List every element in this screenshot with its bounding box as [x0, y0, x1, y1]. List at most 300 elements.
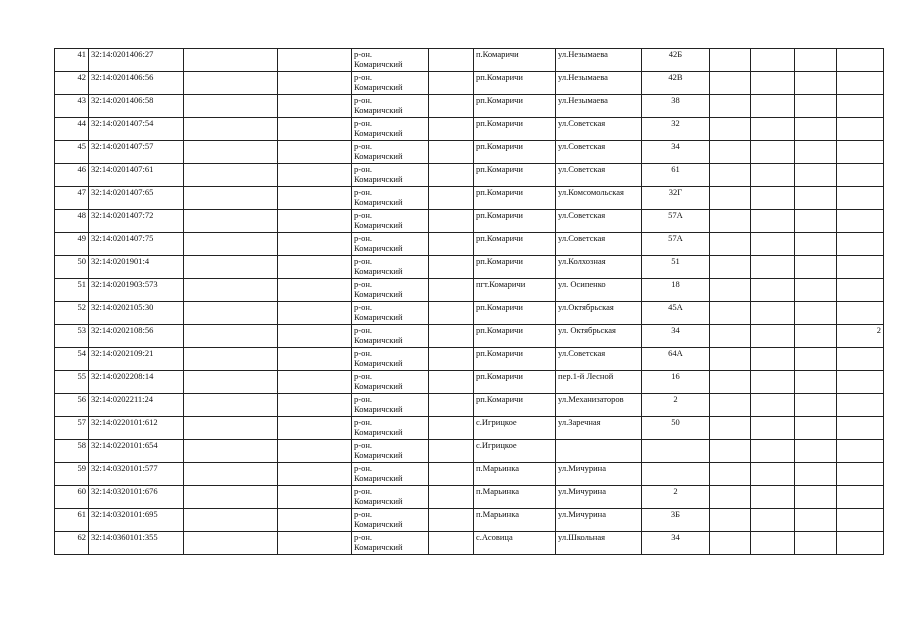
- table-row: [55, 95, 884, 118]
- extra-value-cell: [837, 141, 884, 164]
- empty-cell: [429, 95, 474, 118]
- district-name: Комаричский: [354, 59, 403, 69]
- empty-cell: [795, 256, 837, 279]
- district-prefix: р-он.: [354, 348, 373, 358]
- district-name: Комаричский: [354, 266, 403, 276]
- district-prefix: р-он.: [354, 417, 373, 427]
- empty-cell: [710, 49, 751, 72]
- district-prefix: р-он.: [354, 187, 373, 197]
- district-cell: [352, 348, 429, 371]
- district-name: Комаричский: [354, 542, 403, 552]
- empty-cell: [710, 302, 751, 325]
- empty-cell: [751, 302, 795, 325]
- empty-cell: [278, 72, 352, 95]
- empty-cell: [184, 49, 278, 72]
- street-cell: ул.Советская: [556, 233, 642, 256]
- extra-value-cell: [837, 164, 884, 187]
- street-cell: ул.Мичурина: [556, 509, 642, 532]
- locality-cell: рп.Комаричи: [474, 256, 556, 279]
- empty-cell: [429, 486, 474, 509]
- empty-cell: [278, 348, 352, 371]
- cadastral-number: 32:14:0201903:573: [89, 279, 184, 302]
- empty-cell: [710, 348, 751, 371]
- house-number-cell: 45А: [642, 302, 710, 325]
- empty-cell: [795, 72, 837, 95]
- locality-cell: рп.Комаричи: [474, 302, 556, 325]
- empty-cell: [429, 325, 474, 348]
- empty-cell: [429, 256, 474, 279]
- table-row: [55, 49, 884, 72]
- empty-cell: [795, 302, 837, 325]
- empty-cell: [795, 187, 837, 210]
- cadastral-number: 32:14:0202211:24: [89, 394, 184, 417]
- table-row: [55, 486, 884, 509]
- district-prefix: р-он.: [354, 49, 373, 59]
- street-cell: ул.Незымаева: [556, 95, 642, 118]
- cadastral-number: 32:14:0220101:654: [89, 440, 184, 463]
- district-prefix: р-он.: [354, 279, 373, 289]
- district-prefix: р-он.: [354, 233, 373, 243]
- district-name: Комаричский: [354, 335, 403, 345]
- extra-value-cell: [837, 279, 884, 302]
- locality-cell: рп.Комаричи: [474, 210, 556, 233]
- district-cell: [352, 532, 429, 555]
- street-cell: ул.Незымаева: [556, 49, 642, 72]
- table-row: [55, 233, 884, 256]
- extra-value-cell: [837, 95, 884, 118]
- house-number-cell: 42Б: [642, 49, 710, 72]
- district-prefix: р-он.: [354, 141, 373, 151]
- district-prefix: р-он.: [354, 302, 373, 312]
- empty-cell: [710, 486, 751, 509]
- empty-cell: [429, 72, 474, 95]
- district-name: Комаричский: [354, 404, 403, 414]
- empty-cell: [184, 394, 278, 417]
- empty-cell: [710, 72, 751, 95]
- empty-cell: [278, 394, 352, 417]
- house-number-cell: 50: [642, 417, 710, 440]
- empty-cell: [184, 118, 278, 141]
- cadastral-number: 32:14:0201407:54: [89, 118, 184, 141]
- empty-cell: [429, 417, 474, 440]
- empty-cell: [710, 210, 751, 233]
- empty-cell: [184, 371, 278, 394]
- table-row: [55, 118, 884, 141]
- row-number: 54: [55, 348, 89, 371]
- district-prefix: р-он.: [354, 210, 373, 220]
- street-cell: ул.Мичурина: [556, 486, 642, 509]
- table-row: [55, 417, 884, 440]
- empty-cell: [795, 440, 837, 463]
- empty-cell: [184, 95, 278, 118]
- house-number-cell: 16: [642, 371, 710, 394]
- empty-cell: [751, 141, 795, 164]
- district-cell: [352, 233, 429, 256]
- empty-cell: [184, 187, 278, 210]
- district-prefix: р-он.: [354, 532, 373, 542]
- empty-cell: [751, 164, 795, 187]
- empty-cell: [278, 233, 352, 256]
- empty-cell: [795, 118, 837, 141]
- empty-cell: [751, 118, 795, 141]
- empty-cell: [751, 440, 795, 463]
- row-number: 41: [55, 49, 89, 72]
- district-cell: [352, 440, 429, 463]
- registry-table-body: [55, 49, 884, 555]
- row-number: 43: [55, 95, 89, 118]
- house-number-cell: 51: [642, 256, 710, 279]
- house-number-cell: 2: [642, 394, 710, 417]
- row-number: 50: [55, 256, 89, 279]
- locality-cell: рп.Комаричи: [474, 233, 556, 256]
- empty-cell: [710, 279, 751, 302]
- row-number: 60: [55, 486, 89, 509]
- empty-cell: [795, 348, 837, 371]
- empty-cell: [278, 532, 352, 555]
- empty-cell: [184, 417, 278, 440]
- empty-cell: [429, 164, 474, 187]
- empty-cell: [795, 233, 837, 256]
- house-number-cell: 32Г: [642, 187, 710, 210]
- empty-cell: [429, 210, 474, 233]
- district-name: Комаричский: [354, 105, 403, 115]
- cadastral-number: 32:14:0202109:21: [89, 348, 184, 371]
- cadastral-number: 32:14:0201407:61: [89, 164, 184, 187]
- cadastral-number: 32:14:0320101:695: [89, 509, 184, 532]
- empty-cell: [429, 187, 474, 210]
- empty-cell: [184, 348, 278, 371]
- district-prefix: р-он.: [354, 164, 373, 174]
- empty-cell: [278, 463, 352, 486]
- row-number: 46: [55, 164, 89, 187]
- row-number: 58: [55, 440, 89, 463]
- street-cell: ул.Мичурина: [556, 463, 642, 486]
- empty-cell: [751, 95, 795, 118]
- cadastral-number: 32:14:0201406:58: [89, 95, 184, 118]
- house-number-cell: 64А: [642, 348, 710, 371]
- empty-cell: [710, 371, 751, 394]
- district-name: Комаричский: [354, 197, 403, 207]
- district-cell: [352, 302, 429, 325]
- row-number: 59: [55, 463, 89, 486]
- house-number-cell: [642, 440, 710, 463]
- table-row: [55, 440, 884, 463]
- street-cell: ул.Школьная: [556, 532, 642, 555]
- extra-value-cell: [837, 486, 884, 509]
- street-cell: ул.Колхозная: [556, 256, 642, 279]
- empty-cell: [751, 256, 795, 279]
- empty-cell: [751, 72, 795, 95]
- district-name: Комаричский: [354, 496, 403, 506]
- district-name: Комаричский: [354, 427, 403, 437]
- empty-cell: [710, 118, 751, 141]
- house-number-cell: [642, 463, 710, 486]
- district-cell: [352, 49, 429, 72]
- table-row: [55, 394, 884, 417]
- empty-cell: [429, 394, 474, 417]
- empty-cell: [795, 325, 837, 348]
- district-name: Комаричский: [354, 151, 403, 161]
- empty-cell: [184, 463, 278, 486]
- row-number: 57: [55, 417, 89, 440]
- empty-cell: [184, 72, 278, 95]
- empty-cell: [184, 233, 278, 256]
- table-row: [55, 141, 884, 164]
- district-prefix: р-он.: [354, 440, 373, 450]
- empty-cell: [429, 371, 474, 394]
- row-number: 62: [55, 532, 89, 555]
- district-cell: [352, 95, 429, 118]
- district-name: Комаричский: [354, 289, 403, 299]
- district-name: Комаричский: [354, 381, 403, 391]
- district-name: Комаричский: [354, 128, 403, 138]
- locality-cell: п.Марьинка: [474, 463, 556, 486]
- empty-cell: [795, 141, 837, 164]
- extra-value-cell: 2: [837, 325, 884, 348]
- empty-cell: [429, 463, 474, 486]
- district-prefix: р-он.: [354, 463, 373, 473]
- table-row: [55, 187, 884, 210]
- district-name: Комаричский: [354, 519, 403, 529]
- district-name: Комаричский: [354, 312, 403, 322]
- empty-cell: [751, 417, 795, 440]
- row-number: 48: [55, 210, 89, 233]
- empty-cell: [795, 417, 837, 440]
- district-cell: [352, 463, 429, 486]
- empty-cell: [795, 164, 837, 187]
- locality-cell: рп.Комаричи: [474, 371, 556, 394]
- empty-cell: [751, 325, 795, 348]
- row-number: 42: [55, 72, 89, 95]
- empty-cell: [710, 95, 751, 118]
- locality-cell: рп.Комаричи: [474, 348, 556, 371]
- empty-cell: [751, 49, 795, 72]
- house-number-cell: 3Б: [642, 509, 710, 532]
- cadastral-number: 32:14:0201406:27: [89, 49, 184, 72]
- empty-cell: [278, 187, 352, 210]
- empty-cell: [278, 440, 352, 463]
- empty-cell: [751, 532, 795, 555]
- empty-cell: [795, 463, 837, 486]
- empty-cell: [429, 141, 474, 164]
- empty-cell: [710, 463, 751, 486]
- district-name: Комаричский: [354, 243, 403, 253]
- empty-cell: [429, 348, 474, 371]
- locality-cell: пгт.Комаричи: [474, 279, 556, 302]
- empty-cell: [429, 233, 474, 256]
- house-number-cell: 38: [642, 95, 710, 118]
- empty-cell: [429, 302, 474, 325]
- district-cell: [352, 417, 429, 440]
- cadastral-number: 32:14:0201407:65: [89, 187, 184, 210]
- locality-cell: рп.Комаричи: [474, 118, 556, 141]
- extra-value-cell: [837, 532, 884, 555]
- district-prefix: р-он.: [354, 256, 373, 266]
- extra-value-cell: [837, 210, 884, 233]
- empty-cell: [751, 394, 795, 417]
- locality-cell: рп.Комаричи: [474, 141, 556, 164]
- district-prefix: р-он.: [354, 118, 373, 128]
- empty-cell: [795, 210, 837, 233]
- table-row: [55, 532, 884, 555]
- street-cell: ул.Советская: [556, 348, 642, 371]
- district-cell: [352, 141, 429, 164]
- cadastral-number: 32:14:0320101:577: [89, 463, 184, 486]
- street-cell: ул.Механизаторов: [556, 394, 642, 417]
- extra-value-cell: [837, 118, 884, 141]
- district-prefix: р-он.: [354, 394, 373, 404]
- house-number-cell: 57А: [642, 210, 710, 233]
- district-cell: [352, 256, 429, 279]
- district-cell: [352, 279, 429, 302]
- district-cell: [352, 187, 429, 210]
- table-row: [55, 325, 884, 348]
- table-row: [55, 509, 884, 532]
- empty-cell: [795, 486, 837, 509]
- empty-cell: [795, 532, 837, 555]
- house-number-cell: 2: [642, 486, 710, 509]
- empty-cell: [795, 279, 837, 302]
- table-row: [55, 210, 884, 233]
- district-prefix: р-он.: [354, 486, 373, 496]
- house-number-cell: 18: [642, 279, 710, 302]
- street-cell: ул.Советская: [556, 210, 642, 233]
- street-cell: ул.Советская: [556, 141, 642, 164]
- empty-cell: [710, 141, 751, 164]
- registry-table: [54, 48, 884, 555]
- district-prefix: р-он.: [354, 509, 373, 519]
- empty-cell: [184, 302, 278, 325]
- empty-cell: [278, 164, 352, 187]
- empty-cell: [751, 463, 795, 486]
- house-number-cell: 57А: [642, 233, 710, 256]
- empty-cell: [710, 417, 751, 440]
- row-number: 47: [55, 187, 89, 210]
- empty-cell: [710, 325, 751, 348]
- row-number: 56: [55, 394, 89, 417]
- empty-cell: [184, 440, 278, 463]
- extra-value-cell: [837, 256, 884, 279]
- district-name: Комаричский: [354, 473, 403, 483]
- locality-cell: рп.Комаричи: [474, 72, 556, 95]
- table-row: [55, 72, 884, 95]
- empty-cell: [710, 164, 751, 187]
- cadastral-number: 32:14:0360101:355: [89, 532, 184, 555]
- district-cell: [352, 394, 429, 417]
- locality-cell: п.Комаричи: [474, 49, 556, 72]
- cadastral-number: 32:14:0201407:75: [89, 233, 184, 256]
- district-prefix: р-он.: [354, 95, 373, 105]
- empty-cell: [278, 486, 352, 509]
- empty-cell: [795, 49, 837, 72]
- empty-cell: [751, 509, 795, 532]
- table-row: [55, 348, 884, 371]
- cadastral-number: 32:14:0201901:4: [89, 256, 184, 279]
- cadastral-number: 32:14:0201407:72: [89, 210, 184, 233]
- extra-value-cell: [837, 371, 884, 394]
- cadastral-number: 32:14:0320101:676: [89, 486, 184, 509]
- extra-value-cell: [837, 187, 884, 210]
- district-prefix: р-он.: [354, 72, 373, 82]
- empty-cell: [278, 417, 352, 440]
- street-cell: [556, 440, 642, 463]
- empty-cell: [278, 256, 352, 279]
- cadastral-number: 32:14:0220101:612: [89, 417, 184, 440]
- extra-value-cell: [837, 394, 884, 417]
- street-cell: ул.Советская: [556, 118, 642, 141]
- table-row: [55, 256, 884, 279]
- district-cell: [352, 118, 429, 141]
- empty-cell: [184, 210, 278, 233]
- district-cell: [352, 371, 429, 394]
- empty-cell: [184, 164, 278, 187]
- cadastral-number: 32:14:0202105:30: [89, 302, 184, 325]
- cadastral-number: 32:14:0202208:14: [89, 371, 184, 394]
- empty-cell: [278, 325, 352, 348]
- district-cell: [352, 486, 429, 509]
- empty-cell: [429, 118, 474, 141]
- empty-cell: [184, 256, 278, 279]
- house-number-cell: 34: [642, 532, 710, 555]
- empty-cell: [795, 371, 837, 394]
- empty-cell: [184, 532, 278, 555]
- district-name: Комаричский: [354, 450, 403, 460]
- street-cell: пер.1-й Лесной: [556, 371, 642, 394]
- cadastral-number: 32:14:0201406:56: [89, 72, 184, 95]
- empty-cell: [751, 279, 795, 302]
- empty-cell: [278, 371, 352, 394]
- empty-cell: [278, 210, 352, 233]
- locality-cell: рп.Комаричи: [474, 325, 556, 348]
- district-cell: [352, 164, 429, 187]
- row-number: 45: [55, 141, 89, 164]
- house-number-cell: 34: [642, 141, 710, 164]
- district-name: Комаричский: [354, 220, 403, 230]
- extra-value-cell: [837, 509, 884, 532]
- district-cell: [352, 72, 429, 95]
- empty-cell: [751, 486, 795, 509]
- district-cell: [352, 509, 429, 532]
- district-name: Комаричский: [354, 82, 403, 92]
- empty-cell: [184, 486, 278, 509]
- empty-cell: [710, 440, 751, 463]
- table-row: [55, 164, 884, 187]
- empty-cell: [278, 118, 352, 141]
- cadastral-number: 32:14:0202108:56: [89, 325, 184, 348]
- table-row: [55, 371, 884, 394]
- district-cell: [352, 210, 429, 233]
- locality-cell: с.Игрицкое: [474, 440, 556, 463]
- street-cell: ул.Комсомольская: [556, 187, 642, 210]
- house-number-cell: 42В: [642, 72, 710, 95]
- empty-cell: [184, 279, 278, 302]
- empty-cell: [751, 348, 795, 371]
- empty-cell: [710, 233, 751, 256]
- empty-cell: [429, 532, 474, 555]
- empty-cell: [710, 509, 751, 532]
- row-number: 55: [55, 371, 89, 394]
- street-cell: ул.Заречная: [556, 417, 642, 440]
- street-cell: ул.Октябрьская: [556, 302, 642, 325]
- extra-value-cell: [837, 233, 884, 256]
- district-name: Комаричский: [354, 174, 403, 184]
- empty-cell: [278, 509, 352, 532]
- locality-cell: п.Марьинка: [474, 509, 556, 532]
- empty-cell: [710, 256, 751, 279]
- empty-cell: [710, 187, 751, 210]
- street-cell: ул. Осипенко: [556, 279, 642, 302]
- locality-cell: с.Асовица: [474, 532, 556, 555]
